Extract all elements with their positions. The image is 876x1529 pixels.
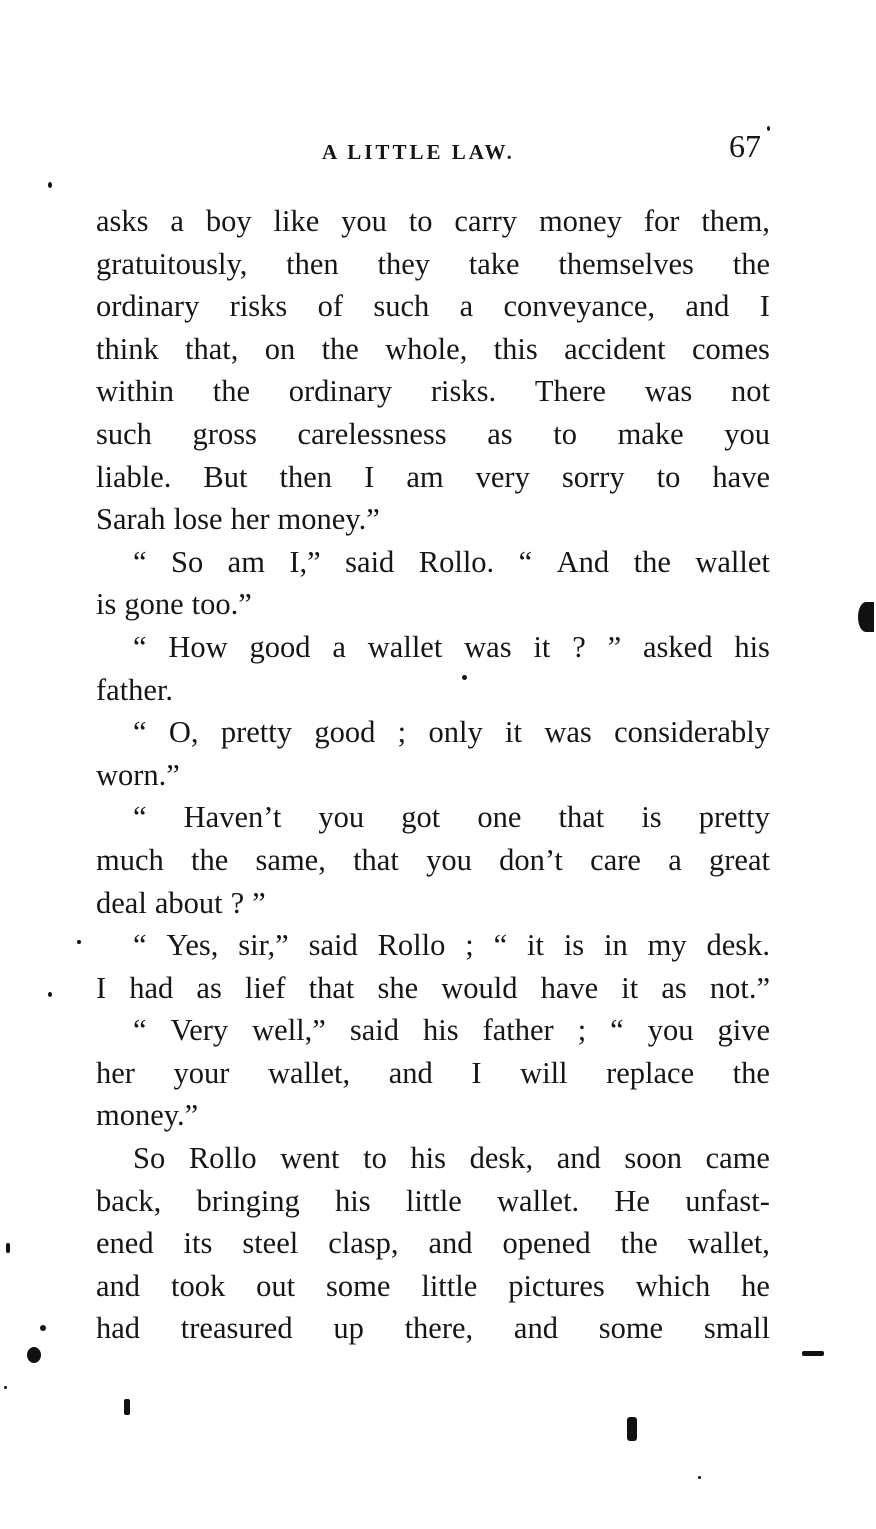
text-line <box>96 882 770 925</box>
word: replace <box>606 1055 695 1090</box>
word: of <box>317 289 344 324</box>
word: such <box>373 289 430 324</box>
word: sorry <box>561 459 625 494</box>
text-line <box>96 370 770 413</box>
word: the <box>321 331 359 366</box>
text-line <box>96 1222 770 1265</box>
word: I <box>759 289 770 324</box>
running-title: A LITTLE LAW. <box>322 140 515 164</box>
word: lose <box>173 502 223 537</box>
word: a <box>332 629 346 664</box>
word: So <box>133 1141 166 1176</box>
word: There <box>534 374 606 409</box>
word: “ <box>133 629 147 664</box>
word: liable. <box>96 459 172 494</box>
word: its <box>183 1226 213 1261</box>
word: money.” <box>96 1098 199 1133</box>
word: have <box>712 459 770 494</box>
word: little <box>421 1268 478 1303</box>
scan-speck <box>802 1351 824 1356</box>
word: pictures <box>508 1268 605 1303</box>
word: as <box>487 416 513 451</box>
word: was <box>544 715 592 750</box>
word: gratuitously, <box>96 246 248 281</box>
word: a <box>459 289 474 324</box>
text-line <box>96 924 770 967</box>
word: ” <box>252 885 266 920</box>
word: in <box>604 928 628 963</box>
word: small <box>703 1311 770 1346</box>
running-head <box>0 128 876 172</box>
word: asked <box>643 629 713 664</box>
word: the <box>732 1055 770 1090</box>
word: to <box>656 459 681 494</box>
word: not <box>730 374 770 409</box>
word: it <box>533 629 551 664</box>
word: up <box>333 1311 364 1346</box>
word: O, <box>168 715 199 750</box>
word: there, <box>404 1311 474 1346</box>
word: as <box>196 970 222 1005</box>
word: deal <box>96 885 147 920</box>
word: went <box>280 1141 340 1176</box>
word: you <box>724 416 770 451</box>
word: on <box>264 331 296 366</box>
word: said <box>349 1013 399 1048</box>
word: would <box>441 970 518 1005</box>
word: the <box>732 246 770 281</box>
scan-speck <box>4 1386 7 1389</box>
word: them, <box>701 204 770 238</box>
word: father. <box>96 672 174 707</box>
word: and <box>513 1311 558 1346</box>
text-line <box>96 796 770 839</box>
word: much <box>96 842 164 877</box>
word: am <box>406 459 444 494</box>
word: some <box>598 1311 664 1346</box>
word: make <box>617 416 684 451</box>
word: comes <box>692 331 770 366</box>
word: was <box>644 374 693 409</box>
word: will <box>520 1055 568 1090</box>
word: is <box>641 800 662 835</box>
word: think <box>96 331 159 366</box>
scan-speck <box>48 182 52 188</box>
word: the <box>620 1226 658 1261</box>
word: some <box>326 1268 391 1303</box>
text-line <box>96 200 770 243</box>
text-line <box>96 285 770 328</box>
word: ? <box>572 629 586 664</box>
scan-speck <box>27 1347 41 1363</box>
word: her <box>230 502 270 537</box>
word: and <box>96 1268 141 1303</box>
word: she <box>377 970 419 1005</box>
word: Rollo. <box>418 544 495 579</box>
word: “ <box>493 928 508 963</box>
word: clasp, <box>328 1226 399 1261</box>
word: opened <box>502 1226 591 1261</box>
word: had <box>129 970 174 1005</box>
word: it <box>505 715 522 750</box>
text-line <box>96 328 770 371</box>
text-line <box>96 1094 770 1137</box>
word: took <box>170 1268 226 1303</box>
word: So <box>171 544 204 579</box>
word: Sarah <box>96 502 166 537</box>
word: then <box>286 246 339 281</box>
word: worn.” <box>96 757 180 792</box>
word: “ <box>133 715 147 750</box>
word: the <box>633 544 671 579</box>
text-line <box>96 1009 770 1052</box>
word: ; <box>397 715 407 750</box>
word: whole, <box>385 331 468 366</box>
word: and <box>428 1226 473 1261</box>
word: asks <box>96 204 149 238</box>
scan-speck <box>124 1399 130 1415</box>
word: this <box>493 331 538 366</box>
text-line <box>96 711 770 754</box>
word: steel <box>242 1226 299 1261</box>
word: ordinary <box>288 374 393 409</box>
word: same, <box>255 842 326 877</box>
word: money <box>538 204 622 238</box>
word: “ <box>133 800 147 835</box>
word: you <box>341 204 387 238</box>
word: boy <box>205 204 252 238</box>
body-text <box>96 200 770 1350</box>
word: very <box>475 459 530 494</box>
word: it <box>621 970 639 1005</box>
word: ” <box>607 629 622 664</box>
word: back, <box>96 1183 162 1218</box>
word: wallet <box>367 629 443 664</box>
word: little <box>405 1183 462 1218</box>
word: He <box>614 1183 650 1218</box>
word: considerably <box>614 715 770 750</box>
word: the <box>191 842 229 877</box>
word: wallet, <box>268 1055 351 1090</box>
word: carry <box>454 204 518 238</box>
scan-speck <box>767 126 770 131</box>
word: my <box>647 928 687 963</box>
word: I,” <box>289 544 321 579</box>
word: wallet, <box>687 1226 770 1261</box>
word: don’t <box>499 842 563 877</box>
word: is <box>563 928 585 963</box>
word: “ <box>518 544 533 579</box>
word: and <box>388 1055 433 1090</box>
word: take <box>468 246 520 281</box>
word: such <box>96 416 152 451</box>
text-line <box>96 669 770 712</box>
scan-speck <box>698 1476 701 1479</box>
word: pretty <box>698 800 770 835</box>
word: her <box>96 1055 135 1090</box>
word: one <box>477 800 522 835</box>
word: ; <box>465 928 474 963</box>
word: said <box>345 544 395 579</box>
scan-speck <box>462 675 467 680</box>
word: got <box>401 800 441 835</box>
word: How <box>168 629 228 664</box>
word: accident <box>564 331 666 366</box>
text-line <box>96 967 770 1010</box>
text-line <box>96 1265 770 1308</box>
word: soon <box>624 1141 683 1176</box>
text-line <box>96 839 770 882</box>
word: you <box>318 800 365 835</box>
word: care <box>590 842 641 877</box>
word: great <box>709 842 770 877</box>
word: his <box>410 1141 447 1176</box>
word: had <box>96 1311 141 1346</box>
word: he <box>741 1268 770 1303</box>
scan-speck <box>48 992 52 997</box>
text-line <box>96 243 770 286</box>
word: father <box>482 1013 554 1048</box>
word: I <box>96 970 107 1005</box>
word: a <box>668 842 682 877</box>
text-line <box>96 413 770 456</box>
word: was <box>464 629 512 664</box>
word: ordinary <box>96 289 200 324</box>
word: have <box>540 970 599 1005</box>
text-line <box>96 456 770 499</box>
word: themselves <box>558 246 694 281</box>
word: treasured <box>180 1311 293 1346</box>
word: a <box>170 204 184 238</box>
word: your <box>173 1055 230 1090</box>
text-line <box>96 754 770 797</box>
word: within <box>96 374 174 409</box>
word: said <box>308 928 358 963</box>
word: then <box>279 459 333 494</box>
word: only <box>428 715 483 750</box>
text-line <box>96 583 770 626</box>
word: Rollo <box>188 1141 257 1176</box>
word: desk, <box>469 1141 534 1176</box>
word: “ <box>610 1013 624 1048</box>
word: lief <box>244 970 286 1005</box>
word: like <box>273 204 320 238</box>
word: wallet. <box>497 1183 580 1218</box>
word: Yes, <box>166 928 219 963</box>
text-line <box>96 1307 770 1350</box>
word: risks. <box>430 374 497 409</box>
word: And <box>556 544 610 579</box>
word: money.” <box>277 502 380 537</box>
page-number: 67 <box>729 128 761 164</box>
word: bringing <box>196 1183 300 1218</box>
word: is <box>96 587 117 622</box>
word: they <box>377 246 430 281</box>
scan-speck <box>40 1325 46 1331</box>
word: you <box>426 842 472 877</box>
word: not.” <box>709 970 770 1005</box>
text-line <box>96 498 770 541</box>
word: as <box>661 970 687 1005</box>
word: risks <box>229 289 288 324</box>
scan-speck <box>77 940 81 944</box>
word: conveyance, <box>503 289 656 324</box>
word: out <box>256 1268 296 1303</box>
word: his <box>422 1013 459 1048</box>
word: unfast- <box>685 1183 770 1218</box>
word: ; <box>577 1013 587 1048</box>
word: his <box>734 629 770 664</box>
word: carelessness <box>297 416 447 451</box>
text-line <box>96 541 770 584</box>
word: that, <box>185 331 239 366</box>
word: ened <box>96 1226 154 1261</box>
word: came <box>705 1141 770 1176</box>
word: that <box>353 842 399 877</box>
word: I <box>471 1055 482 1090</box>
scan-speck <box>858 602 874 632</box>
word: desk. <box>706 928 770 963</box>
word: give <box>717 1013 770 1048</box>
word: Rollo <box>377 928 446 963</box>
word: you <box>647 1013 694 1048</box>
word: which <box>635 1268 711 1303</box>
word: his <box>335 1183 371 1218</box>
word: good <box>249 629 311 664</box>
word: for <box>643 204 680 238</box>
word: “ <box>133 1013 147 1048</box>
word: the <box>212 374 250 409</box>
scan-speck <box>627 1417 637 1441</box>
scan-speck <box>6 1243 10 1253</box>
word: to <box>363 1141 387 1176</box>
text-line <box>96 1052 770 1095</box>
word: Haven’t <box>183 800 282 835</box>
text-line <box>96 626 770 669</box>
text-line <box>96 1137 770 1180</box>
word: gross <box>192 416 257 451</box>
word: to <box>553 416 577 451</box>
word: ? <box>230 885 245 920</box>
word: it <box>527 928 544 963</box>
word: am <box>227 544 265 579</box>
word: that <box>308 970 355 1005</box>
word: well,” <box>252 1013 326 1048</box>
word: “ <box>133 544 147 579</box>
word: and <box>685 289 730 324</box>
word: Very <box>170 1013 229 1048</box>
word: But <box>203 459 248 494</box>
word: that <box>558 800 605 835</box>
word: about <box>154 885 223 920</box>
word: pretty <box>220 715 293 750</box>
word: to <box>408 204 433 238</box>
text-line <box>96 1180 770 1223</box>
word: sir,” <box>238 928 289 963</box>
word: wallet <box>695 544 770 579</box>
word: and <box>556 1141 601 1176</box>
word: “ <box>133 928 147 963</box>
word: gone <box>124 587 184 622</box>
word: I <box>364 459 375 494</box>
word: too.” <box>191 587 252 622</box>
word: good <box>314 715 376 750</box>
